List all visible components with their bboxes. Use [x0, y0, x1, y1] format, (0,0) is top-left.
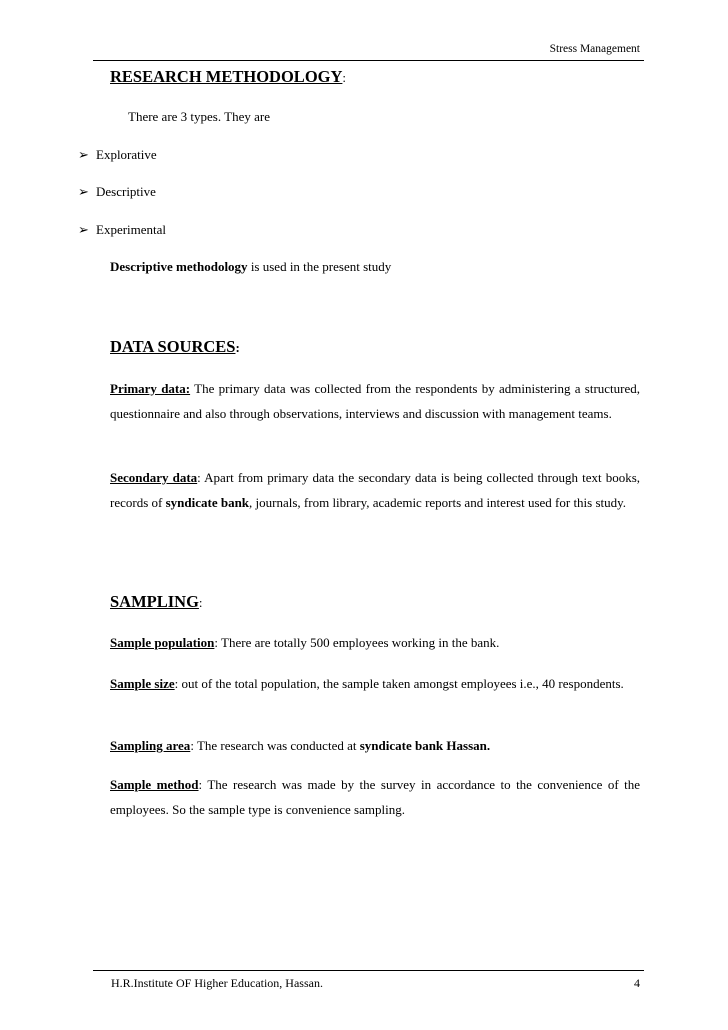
term-secondary-data: Secondary data — [110, 470, 198, 485]
primary-data-text: The primary data was collected from the respondents by administering a structured, questionnaire and also through observations, interviews and discussion with management teams. — [110, 381, 641, 421]
bullet-arrow-icon: ➢ — [78, 184, 89, 199]
heading-sampling — [110, 592, 203, 612]
methodology-note — [110, 259, 391, 275]
list-item-label: Explorative — [96, 147, 157, 162]
heading-data-sources-text: DATA SOURCES — [110, 337, 236, 356]
research-intro: There are 3 types. They are — [128, 109, 270, 124]
methodology-note-bold: Descriptive methodology — [110, 259, 248, 274]
heading-data-sources — [110, 337, 240, 357]
running-header: Stress Management — [549, 43, 640, 55]
secondary-data-text-1: : Apart from primary data the secondary data is being collected through text books, records of — [110, 470, 641, 510]
footer-rule — [93, 970, 644, 971]
sampling-area-text: : The research was conducted at — [190, 738, 360, 753]
term-sample-population: Sample population — [110, 635, 215, 650]
paragraph-sample-method — [110, 772, 640, 822]
term-sample-method: Sample method — [110, 777, 199, 792]
sampling-area-bold: syndicate bank Hassan. — [359, 738, 491, 753]
heading-sampling-text: SAMPLING — [110, 592, 199, 611]
bullet-arrow-icon: ➢ — [78, 147, 89, 162]
page-number: 4 — [634, 976, 640, 990]
sample-method-text: : The research was made by the survey in accordance to the convenience of the employees. So the sample type is convenience sampling. — [110, 777, 640, 817]
heading-sampling-suffix: : — [198, 595, 203, 610]
secondary-data-bold: syndicate bank — [165, 495, 250, 510]
paragraph-sample-population — [110, 630, 640, 655]
list-item — [78, 222, 166, 238]
term-sample-size: Sample size — [110, 676, 175, 691]
term-sampling-area: Sampling area — [110, 738, 191, 753]
paragraph-sample-size — [110, 671, 640, 696]
bullet-arrow-icon: ➢ — [78, 222, 89, 237]
heading-data-sources-suffix: : — [235, 340, 240, 355]
heading-research-methodology-suffix: : — [342, 70, 347, 85]
term-primary-data: Primary data: — [110, 381, 191, 396]
list-item — [78, 147, 157, 163]
header-rule — [93, 60, 644, 61]
paragraph-primary-data — [110, 376, 640, 426]
paragraph-sampling-area — [110, 733, 640, 758]
sample-population-text: : There are totally 500 employees working in the bank. — [214, 635, 500, 650]
heading-research-methodology-text: RESEARCH METHODOLOGY — [110, 67, 343, 86]
sample-size-text: : out of the total population, the sample taken amongst employees i.e., 40 respondents. — [174, 676, 624, 691]
methodology-note-rest: is used in the present study — [247, 259, 392, 274]
paragraph-secondary-data — [110, 465, 640, 515]
heading-research-methodology — [110, 67, 346, 87]
list-item — [78, 184, 156, 200]
list-item-label: Descriptive — [96, 184, 156, 199]
list-item-label: Experimental — [96, 222, 167, 237]
secondary-data-text-2: , journals, from library, academic reports and interest used for this study. — [249, 495, 627, 510]
footer-institution: H.R.Institute OF Higher Education, Hassan. — [111, 976, 323, 990]
